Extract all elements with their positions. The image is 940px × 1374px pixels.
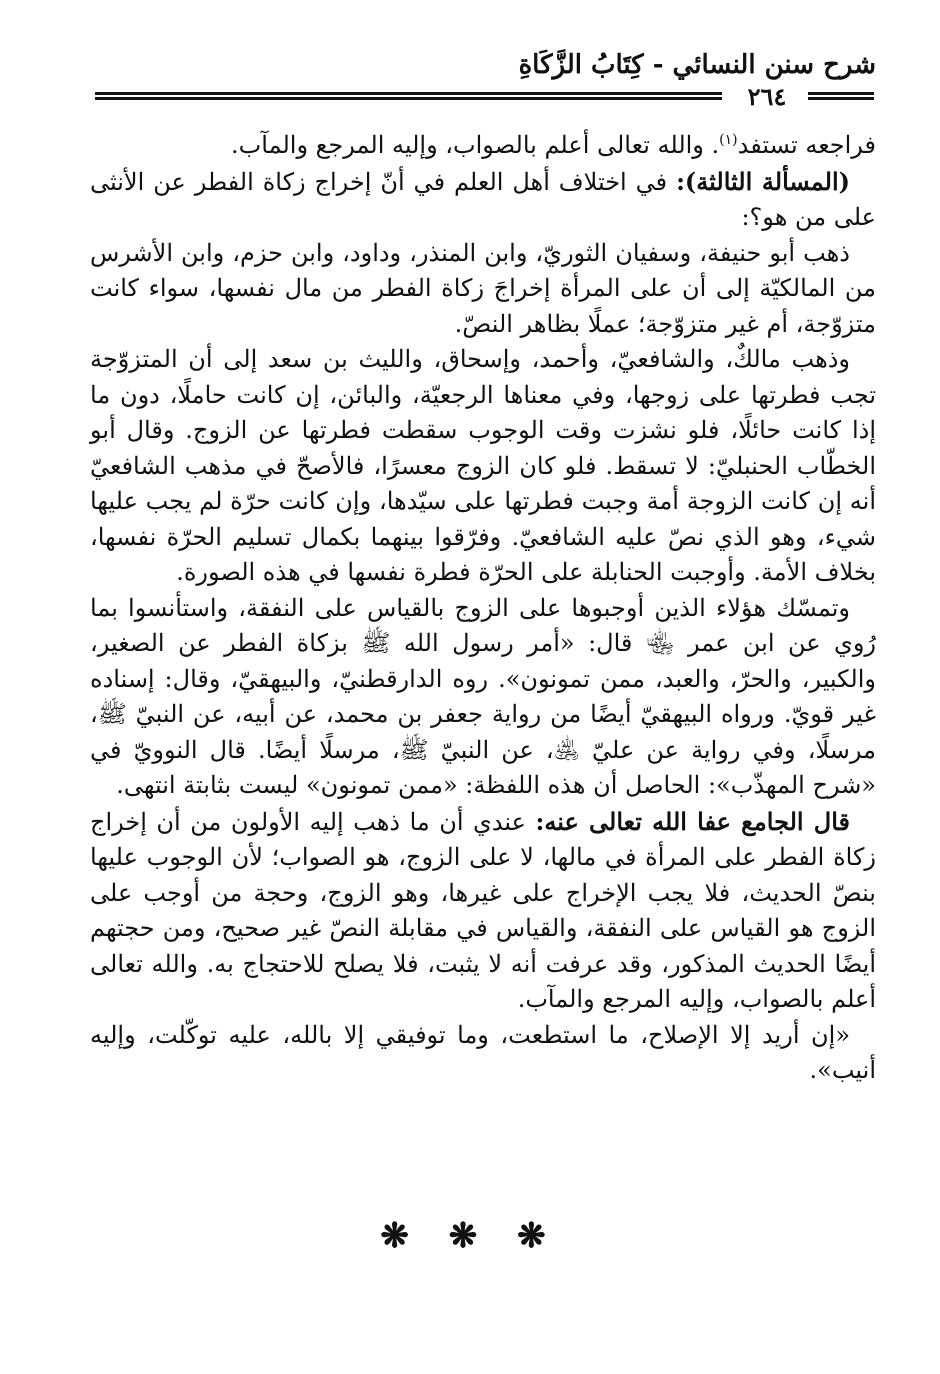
paragraph-4: وذهب مالكٌ، والشافعيّ، وأحمد، وإسحاق، والليث بن سعد إلى أن المتزوّجة تجب فطرتها على زوجها، وفي معناها الرجعيّة، والبائن، إن كانت حاملًا، دون ما إذا كانت حائلًا، فلو نشزت وقت الوجوب سقطت فطرتها عن الزوج. وقال أبو الخطّاب الحنبليّ: لا تسقط. فلو كان الزوج معسرًا، فالأصحّ في مذهب الشافعيّ أنه إن كانت الزوجة أمة وجبت فطرتها على سيّدها، وإن كانت حرّة لم يجب عليها شيء، وهو الذي نصّ عليه الشافعيّ. وفرّقوا بينهما بكمال تسليم الحرّة نفسها، بخلاف الأمة. وأوجبت الحنابلة على الحرّة فطرة نفسها في هذه الصورة. (90, 345, 876, 586)
header-rule (95, 92, 722, 100)
paragraph-5: وتمسّك هؤلاء الذين أوجبوها على الزوج بالقياس على النفقة، واستأنسوا بما رُوي عن ابن عمر ﵄ قال: «أمر رسول الله ﷺ بزكاة الفطر عن الصغير، والكبير، والحرّ، والعبد، ممن تمونون». روه الدارقطنيّ، والبيهقيّ، وقال: إسناده غير قويّ. ورواه البيهقيّ أيضًا من رواية جعفر بن محمد، عن أبيه، عن النبيّ ﷺ، مرسلًا، وفي رواية عن عليّ ﵁، عن النبيّ ﷺ، مرسلًا أيضًا. قال النوويّ في «شرح المهذّب»: الحاصل أن هذه اللفظة: «ممن تمونون» ليست بثابتة انتهى. (90, 593, 877, 799)
issue-question: في اختلاف أهل العلم في أنّ إخراج زكاة الفطر عن الأنثى على من هو؟: (90, 167, 876, 231)
page-number: ٢٦٤ (747, 82, 787, 111)
issue-heading: (المسألة الثالثة): (676, 166, 850, 196)
paragraph-2 (90, 164, 876, 236)
body-text (90, 128, 876, 1089)
section-end-ornament: ❋ ❋ ❋ (380, 1216, 560, 1256)
paragraph-1-rest: . والله تعالى أعلم بالصواب، وإليه المرجع والمآب. (231, 131, 720, 159)
running-title: شرح سنن النسائي - كِتَابُ الزَّكَاةِ (518, 50, 876, 80)
paragraph-7: «إن أريد إلا الإصلاح، ما استطعت، وما توفيقي إلا بالله، عليه توكّلت، وإليه أنيب». (90, 1020, 876, 1084)
author-remark-text: عندي أن ما ذهب إليه الأولون من أن إخراج زكاة الفطر على المرأة في مالها، لا على الزوج، هو الصواب؛ لأن الوجوب عليها بنصّ الحديث، فلا يجب الإخراج على غيرها، وهو الزوج، وحجة من أوجب على الزوج هو القياس على النفقة، والقياس في مقابلة النصّ غير صحيح، ومن حجتهم أيضًا الحديث المذكور، وقد عرفت أنه لا يثبت، فلا يصلح للاحتجاج به. والله تعالى أعلم بالصواب، وإليه المرجع والمآب. (90, 807, 876, 1013)
footnote-marker: (١) (719, 132, 738, 148)
paragraph-1 (90, 128, 876, 164)
paragraph-1-text: فراجعه تستفد (737, 131, 876, 159)
header-rule-right (808, 92, 874, 100)
author-remark-heading: قال الجامع عفا الله تعالى عنه: (535, 806, 851, 836)
paragraph-3: ذهب أبو حنيفة، وسفيان الثوريّ، وابن المنذر، وداود، وابن حزم، وابن الأشرس من المالكيّة إلى أن على المرأة إخراجَ زكاة الفطر من مال نفسها، سواء كانت متزوّجة، أم غير متزوّجة؛ عملًا بظاهر النصّ. (90, 238, 876, 338)
paragraph-6 (90, 804, 876, 1018)
